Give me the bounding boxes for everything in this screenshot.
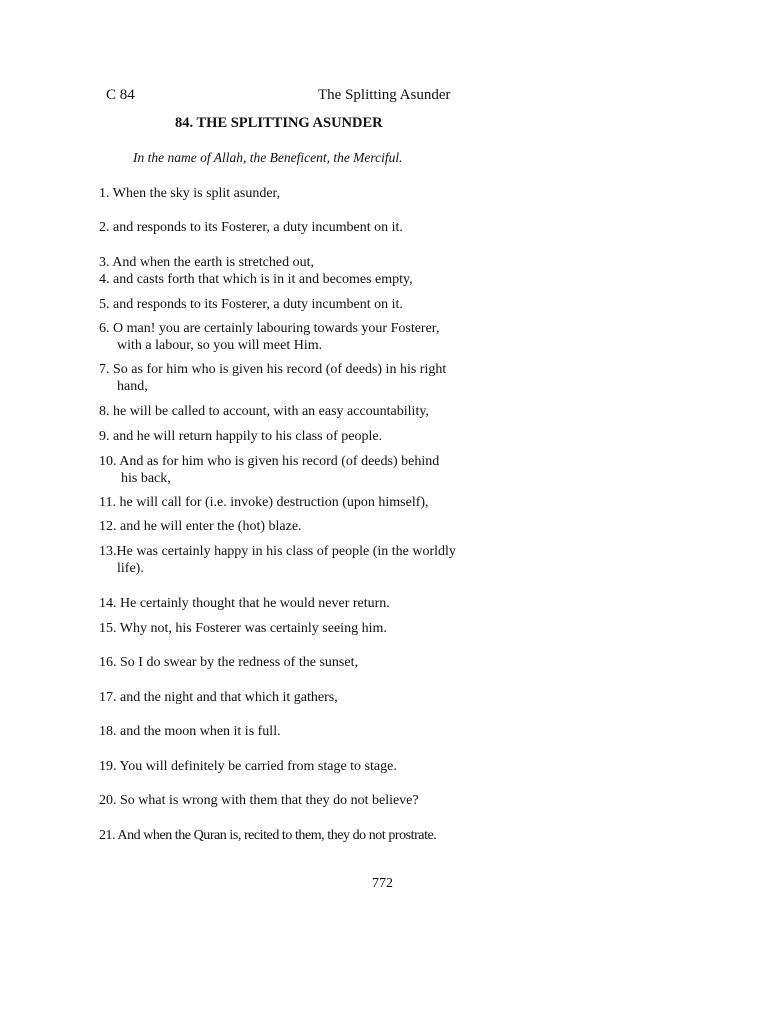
page-number: 772 — [372, 876, 393, 891]
verse-text: 2. and responds to its Fosterer, a duty incumbent on it. — [99, 220, 403, 235]
verse-9 — [99, 428, 479, 445]
verse-3 — [99, 254, 479, 271]
verse-text: 15. Why not, his Fosterer was certainly seeing him. — [99, 621, 387, 636]
running-header-title: The Splitting Asunder — [318, 87, 451, 103]
verse-17 — [99, 689, 479, 706]
verse-text: 9. and he will return happily to his class of people. — [99, 429, 383, 444]
verse-10 — [99, 453, 479, 487]
verse-continuation: with a labour, so you will meet Him. — [117, 338, 323, 353]
verse-11 — [99, 494, 479, 511]
verse-text: 3. And when the earth is stretched out, — [99, 255, 315, 270]
verse-text: 8. he will be called to account, with an easy accountability, — [99, 404, 429, 419]
verse-text: 17. and the night and that which it gathers, — [99, 690, 338, 705]
verse-text: 21. And when the Quran is, recited to them, they do not prostrate. — [99, 828, 437, 843]
invocation: In the name of Allah, the Beneficent, the Merciful. — [133, 150, 403, 165]
verse-text: 1. When the sky is split asunder, — [99, 186, 281, 201]
verse-text: 11. he will call for (i.e. invoke) destruction (upon himself), — [99, 495, 429, 510]
verse-7 — [99, 361, 479, 395]
verse-2 — [99, 219, 479, 236]
verse-text: 16. So I do swear by the redness of the sunset, — [99, 655, 358, 670]
verse-text: 19. You will definitely be carried from stage to stage. — [99, 759, 397, 774]
verse-4 — [99, 271, 479, 288]
verse-text: 12. and he will enter the (hot) blaze. — [99, 519, 302, 534]
verse-text: 13.He was certainly happy in his class of people (in the worldly — [99, 544, 456, 559]
verse-text: 7. So as for him who is given his record (of deeds) in his right — [99, 362, 447, 377]
verse-8 — [99, 403, 479, 420]
verse-18 — [99, 723, 479, 740]
verse-text: 5. and responds to its Fosterer, a duty incumbent on it. — [99, 297, 403, 312]
verse-21 — [99, 827, 479, 844]
verse-15 — [99, 620, 479, 637]
verse-continuation: hand, — [117, 379, 148, 394]
verse-16 — [99, 654, 479, 671]
verse-6 — [99, 320, 479, 354]
chapter-code: C 84 — [106, 87, 135, 103]
verse-text: 14. He certainly thought that he would never return. — [99, 596, 390, 611]
verse-text: 18. and the moon when it is full. — [99, 724, 281, 739]
verse-12 — [99, 518, 479, 535]
verse-text: 20. So what is wrong with them that they do not believe? — [99, 793, 419, 808]
verse-text: 10. And as for him who is given his record (of deeds) behind — [99, 454, 440, 469]
verse-13 — [99, 543, 479, 577]
chapter-title: 84. THE SPLITTING ASUNDER — [175, 115, 383, 131]
verse-continuation: his back, — [121, 471, 171, 486]
verse-text: 6. O man! you are certainly labouring towards your Fosterer, — [99, 321, 440, 336]
verse-19 — [99, 758, 479, 775]
verse-text: 4. and casts forth that which is in it and becomes empty, — [99, 272, 413, 287]
verse-20 — [99, 792, 479, 809]
verse-continuation: life). — [117, 561, 144, 576]
verse-1 — [99, 185, 479, 202]
verse-5 — [99, 296, 479, 313]
verse-14 — [99, 595, 479, 612]
